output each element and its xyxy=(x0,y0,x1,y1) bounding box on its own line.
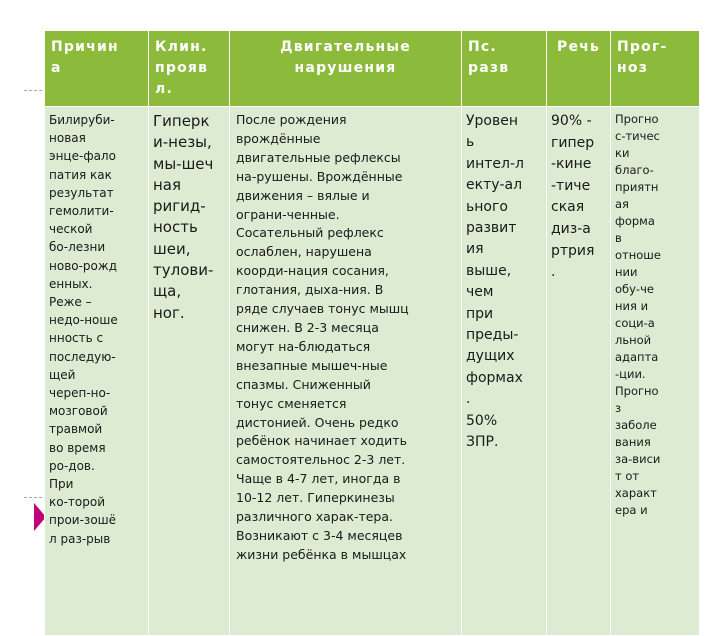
text-line: форма xyxy=(615,214,655,228)
text-line: 10-12 лет. Гиперкинезы xyxy=(236,490,395,506)
text-line: а xyxy=(51,60,62,76)
text-line: ограни-ченные. xyxy=(236,206,340,222)
text-line: результат xyxy=(49,185,114,200)
text-line: л раз-рыв xyxy=(49,531,111,546)
text-line: ческой xyxy=(49,222,93,237)
text-line: внезапные мышеч-ные xyxy=(236,357,388,373)
text-line: Двигательные xyxy=(280,39,411,55)
text-line: ново-рожд xyxy=(49,258,117,273)
text-line: Прогно xyxy=(615,384,659,398)
text-line: травмой xyxy=(49,422,103,437)
text-line: т от xyxy=(615,469,640,483)
text-line: Возникают с 3-4 месяцев xyxy=(236,527,403,543)
decorative-dash-bottom xyxy=(24,497,42,498)
text-line: энце-фало xyxy=(49,149,116,164)
text-line: 50% xyxy=(466,412,498,429)
header-speech xyxy=(547,31,611,107)
text-line: двигательные рефлексы xyxy=(236,149,401,165)
text-line: ера и xyxy=(615,503,648,517)
text-line: отноше xyxy=(615,248,661,262)
text-line: снижен. В 2-3 месяца xyxy=(236,319,379,335)
text-line: обу-че xyxy=(615,282,654,296)
text-line: глотания, дыха-ния. В xyxy=(236,282,384,298)
text-line: жизни ребёнка в мышцах xyxy=(236,546,407,562)
table-row xyxy=(45,107,700,636)
text-line: за-виси xyxy=(615,452,661,466)
text-line: Уровен xyxy=(466,113,519,129)
text-line: заболе xyxy=(615,418,657,432)
text-line: формах xyxy=(466,369,523,386)
text-line: Прогно xyxy=(615,112,659,126)
text-line: Чаще в 4-7 лет, иногда в xyxy=(236,471,401,487)
text-line: вания xyxy=(615,435,651,449)
text-line: тонус сменяется xyxy=(236,395,347,411)
cell-speech xyxy=(547,107,611,636)
text-line: з xyxy=(615,401,622,415)
text-line: 90% - xyxy=(551,113,592,129)
text-line: ноз xyxy=(617,60,649,76)
text-line: ность xyxy=(153,218,198,237)
text-line: ЗПР. xyxy=(466,434,499,451)
decorative-dash-top xyxy=(24,90,42,91)
text-line: -ции. xyxy=(615,367,646,381)
text-line: ния и xyxy=(615,299,649,313)
text-line: бо-лезни xyxy=(49,240,106,255)
text-line: нии xyxy=(615,265,638,279)
text-line: новая xyxy=(49,131,86,146)
text-line: -тиче xyxy=(551,177,591,194)
text-line: адапта xyxy=(615,350,659,364)
text-line: Причин xyxy=(51,39,119,55)
text-line: соци-а xyxy=(615,316,655,330)
text-line: ь xyxy=(466,134,475,151)
text-line: ки xyxy=(615,146,630,160)
text-line: ьного xyxy=(466,198,508,215)
text-line: Пс. xyxy=(468,39,497,55)
text-line: Сосательный рефлекс xyxy=(236,225,384,241)
text-line: ряде случаев тонус мышц xyxy=(236,301,409,317)
text-line: благо- xyxy=(615,163,654,177)
text-line: ко-торой xyxy=(49,495,106,510)
text-line: Реже – xyxy=(49,295,92,310)
text-line: тулови- xyxy=(153,261,214,280)
text-line: Клин. xyxy=(155,39,208,55)
text-line: развит xyxy=(466,220,517,237)
text-line: выше, xyxy=(466,262,512,279)
text-line: ослаблен, нарушена xyxy=(236,244,372,260)
text-line: . xyxy=(466,391,471,408)
cerebral-palsy-table xyxy=(44,30,700,636)
text-line: нность с xyxy=(49,331,104,346)
text-line: нарушения xyxy=(294,60,397,76)
text-line: При xyxy=(49,477,74,492)
header-prognosis xyxy=(611,31,700,107)
text-line: преды- xyxy=(466,327,519,344)
text-line: разв xyxy=(468,60,510,76)
text-line: мозговой xyxy=(49,404,108,419)
text-line: ребёнок начинает ходить xyxy=(236,433,407,449)
text-line: . xyxy=(551,264,556,281)
text-line: прояв xyxy=(155,60,209,76)
text-line: ая xyxy=(615,197,629,211)
header-cause xyxy=(45,31,149,107)
text-line: гипер xyxy=(551,134,595,151)
text-line: ща, xyxy=(153,282,182,301)
text-line: -кине xyxy=(551,156,592,173)
text-line: интел-л xyxy=(466,155,524,172)
text-line: Гиперк xyxy=(153,112,210,130)
header-clinical xyxy=(149,31,230,107)
text-line: л. xyxy=(155,81,173,97)
text-line: различного харак-тера. xyxy=(236,509,394,525)
text-line: самостоятельнос 2-3 лет. xyxy=(236,452,406,468)
text-line: последую- xyxy=(49,349,116,364)
text-line: Речь xyxy=(556,39,601,55)
text-line: енных. xyxy=(49,276,93,291)
text-line: щей xyxy=(49,367,76,382)
text-line: при xyxy=(466,305,494,322)
text-line: и-незы, xyxy=(153,133,212,152)
text-line: спазмы. Сниженный xyxy=(236,376,371,392)
text-line: ног. xyxy=(153,303,185,322)
text-line: приятн xyxy=(615,180,659,194)
text-line: гемолити- xyxy=(49,204,114,219)
text-line: чем xyxy=(466,284,494,301)
cell-motor-disorders xyxy=(230,107,462,636)
text-line: на-рушены. Врождённые xyxy=(236,168,403,184)
cell-clinical xyxy=(149,107,230,636)
cell-prognosis xyxy=(611,107,700,636)
text-line: патия как xyxy=(49,167,112,182)
text-line: диз-а xyxy=(551,220,591,237)
text-line: недо-ноше xyxy=(49,313,118,328)
text-line: ия xyxy=(466,241,484,258)
text-line: дистонией. Очень редко xyxy=(236,414,399,430)
text-line: дущих xyxy=(466,348,515,365)
text-line: Прог- xyxy=(617,39,668,55)
text-line: характ xyxy=(615,486,657,500)
text-line: шеи, xyxy=(153,239,191,258)
text-line: ская xyxy=(551,199,585,216)
header-motor-disorders xyxy=(230,31,462,107)
text-line: череп-но- xyxy=(49,386,111,401)
text-line: ная xyxy=(153,175,182,194)
table-header-row xyxy=(45,31,700,107)
header-psych-development xyxy=(462,31,547,107)
text-line: во время xyxy=(49,440,106,455)
text-line: Билируби- xyxy=(49,113,115,127)
text-line: прои-зошё xyxy=(49,513,117,528)
text-line: льной xyxy=(615,333,652,347)
cell-psych-development xyxy=(462,107,547,636)
text-line: коорди-нация сосания, xyxy=(236,263,389,279)
text-line: екту-ал xyxy=(466,177,523,194)
text-line: мы-шеч xyxy=(153,154,214,173)
text-line: могут на-блюдаться xyxy=(236,338,371,354)
cell-cause xyxy=(45,107,149,636)
text-line: движения – вялые и xyxy=(236,187,370,203)
text-line: ртрия xyxy=(551,242,595,259)
text-line: врождённые xyxy=(236,130,321,146)
text-line: в xyxy=(615,231,622,245)
text-line: ригид- xyxy=(153,197,206,216)
text-line: После рождения xyxy=(236,112,347,127)
text-line: ро-дов. xyxy=(49,458,95,473)
text-line: с-тичес xyxy=(615,129,660,143)
